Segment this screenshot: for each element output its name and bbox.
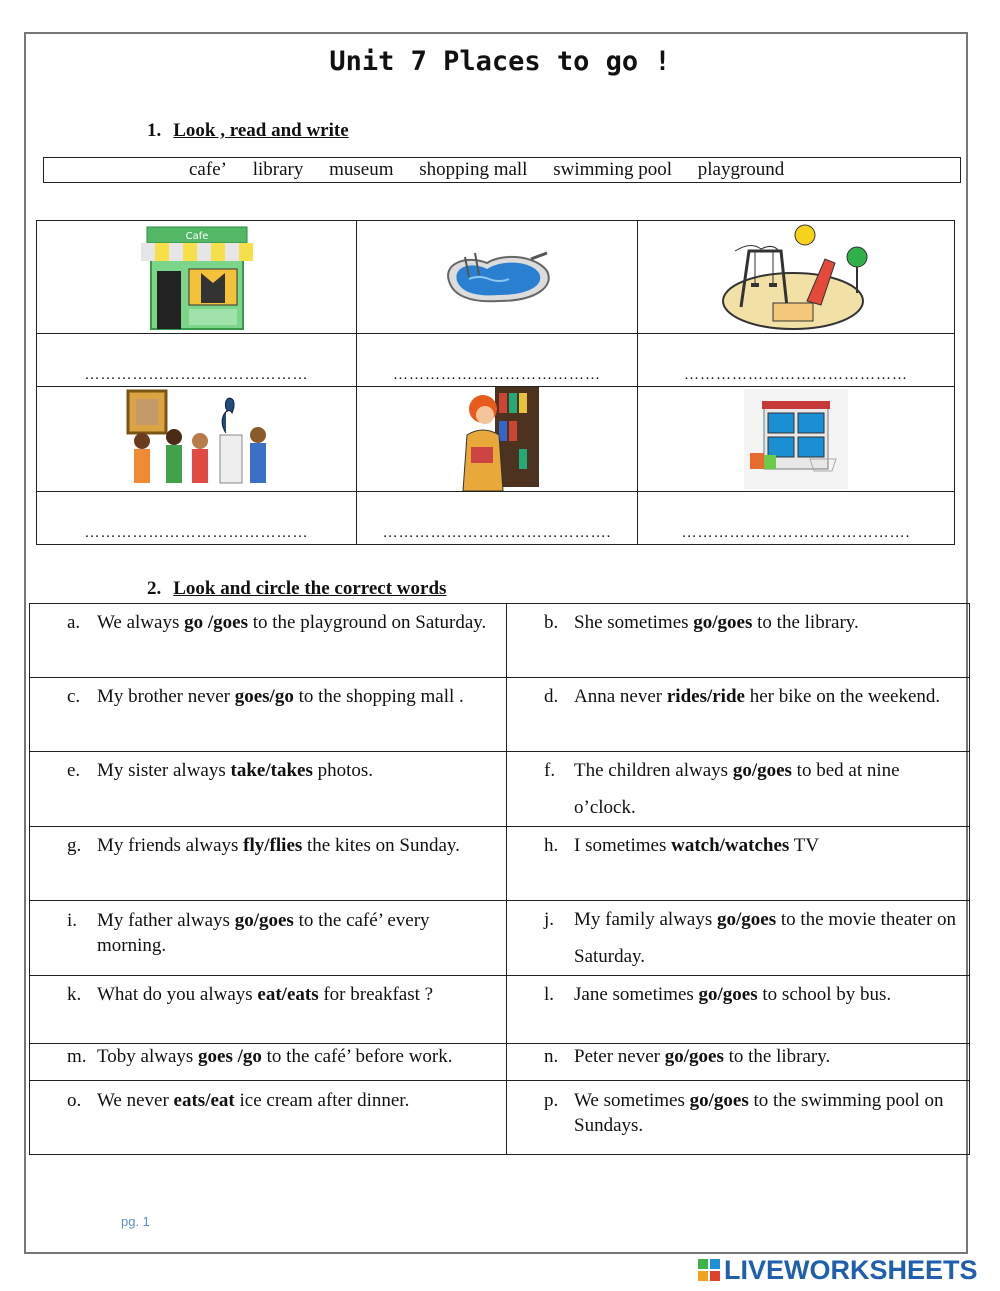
shopping-mall-icon [744,389,848,489]
answer-line: ……………………………………. [382,525,612,541]
sentence-b: b. She sometimes go/goes to the library. [544,612,859,633]
section2-heading [147,578,446,600]
sentence-cell [507,827,970,901]
choice-words[interactable]: go/goes [234,910,294,931]
choice-words[interactable]: goes/go [234,686,294,707]
word-bank [43,157,961,183]
sentence-cell [30,678,507,752]
swimming-pool-icon [439,247,555,307]
answer-line-cell[interactable] [638,492,955,545]
liveworksheets-logo [698,1255,978,1285]
answer-line-cell[interactable] [357,492,638,545]
section1-heading [147,120,349,142]
answer-line: …………………………………… [84,367,309,383]
sentence-cell [507,1044,970,1081]
page-number: pg. 1 [121,1214,150,1229]
sentence-cell [30,1081,507,1155]
picture-cell [357,221,638,334]
sentence-l: l. Jane sometimes go/goes to school by bus. [544,984,892,1005]
picture-cell [37,387,357,492]
cafe-icon [141,223,253,331]
page-title: Unit 7 Places to go ! [329,46,671,77]
sentence-h: h. I sometimes watch/watches TV [544,835,820,856]
choice-words[interactable]: go/goes [689,1090,749,1111]
choice-words[interactable]: go/goes [698,984,758,1005]
choice-words[interactable]: go/goes [664,1046,724,1067]
sentence-f: f. The children always go/goes to bed at nine o’clock. [544,760,900,818]
sentence-cell [30,752,507,827]
sentence-i: i. My father always go/goes to the café’ every morning. [67,910,430,956]
sentence-cell [30,827,507,901]
choice-words[interactable]: goes /go [198,1046,262,1067]
choice-words[interactable]: eats/eat [173,1090,235,1111]
sentence-cell [30,1044,507,1081]
picture-cell [638,387,955,492]
sentence-cell [507,604,970,678]
section2-title: Look and circle the correct words [173,578,447,599]
sentence-cell [507,678,970,752]
choice-words[interactable]: fly/flies [243,835,303,856]
answer-line: ……………………………………. [681,525,911,541]
section1-number: 1. [147,120,162,141]
sentence-d: d. Anna never rides/ride her bike on the weekend. [544,686,941,707]
sentence-c: c. My brother never goes/go to the shopping mall . [67,686,464,707]
choice-words[interactable]: go/goes [693,612,753,633]
logo-blocks-icon [698,1259,720,1281]
choice-words[interactable]: watch/watches [671,835,790,856]
answer-line: ………………………………… [393,367,601,383]
playground-icon [721,223,871,331]
word-shopping-mall: shopping mall [419,159,528,180]
choice-words[interactable]: go/goes [717,909,777,930]
choice-words[interactable]: rides/ride [666,686,745,707]
sentence-e: e. My sister always take/takes photos. [67,760,374,781]
brand-name: LIVEWORKSHEETS [724,1254,978,1285]
picture-grid [36,220,955,545]
sentence-m: m. Toby always goes /go to the café’ before work. [67,1046,453,1067]
word-swimming-pool: swimming pool [553,159,672,180]
sentence-p: p. We sometimes go/goes to the swimming pool on Sundays. [544,1090,944,1136]
word-library: library [252,159,304,180]
sentence-k: k. What do you always eat/eats for breakfast ? [67,984,434,1005]
library-icon [453,387,541,491]
choice-words[interactable]: take/takes [230,760,313,781]
sentence-cell [30,901,507,976]
sentence-cell [507,976,970,1044]
answer-line: …………………………………… [84,525,309,541]
section2-number: 2. [147,578,162,599]
sentence-a: a. We always go /goes to the playground on Saturday. [67,612,487,633]
picture-cell [357,387,638,492]
choice-words[interactable]: go /goes [184,612,248,633]
picture-cell [37,221,357,334]
sentence-cell [507,1081,970,1155]
section1-title: Look , read and write [173,120,349,141]
svg-text:Cafe: Cafe [185,231,208,242]
sentence-cell [30,604,507,678]
circle-words-table [29,603,970,1155]
answer-line-cell[interactable] [37,334,357,387]
answer-line: …………………………………… [684,367,908,383]
sentence-n: n. Peter never go/goes to the library. [544,1046,831,1067]
answer-line-cell[interactable] [37,492,357,545]
sentence-cell [507,752,970,827]
sentence-j: j. My family always go/goes to the movie theater on Saturday. [544,909,957,967]
sentence-cell [30,976,507,1044]
sentence-cell [507,901,970,976]
word-museum: museum [329,159,394,180]
word-playground: playground [697,159,785,180]
museum-icon [122,389,272,489]
choice-words[interactable]: go/goes [732,760,792,781]
picture-cell [638,221,955,334]
word-cafe: cafe’ [189,159,227,180]
sentence-o: o. We never eats/eat ice cream after dinner. [67,1090,410,1111]
sentence-g: g. My friends always fly/flies the kites on Sunday. [67,835,460,856]
answer-line-cell[interactable] [357,334,638,387]
answer-line-cell[interactable] [638,334,955,387]
choice-words[interactable]: eat/eats [257,984,319,1005]
